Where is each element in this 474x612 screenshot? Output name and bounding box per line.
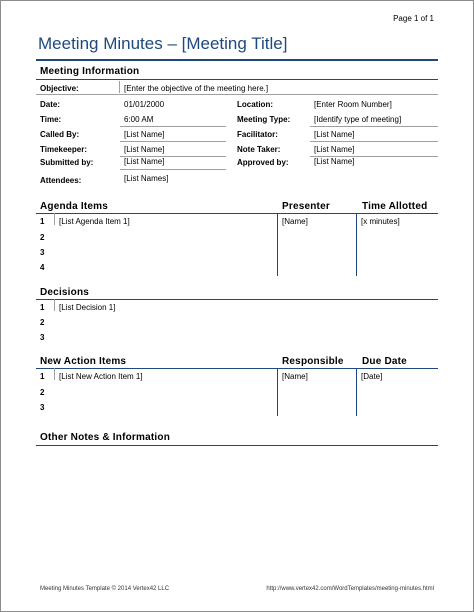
meeting-type-value[interactable]: [Identify type of meeting]	[314, 115, 402, 124]
decision-row-num: 1	[40, 303, 45, 312]
date-value[interactable]: 01/01/2000	[124, 100, 165, 109]
note-taker-divider	[310, 141, 438, 142]
agenda-row-num: 4	[40, 263, 45, 272]
approved-by-value[interactable]: [List Name]	[314, 157, 355, 166]
timekeeper-divider	[120, 141, 226, 142]
time-value[interactable]: 6:00 AM	[124, 115, 154, 124]
timekeeper-label: Timekeeper:	[40, 145, 87, 154]
action-row-num: 1	[40, 372, 45, 381]
decisions-rule	[36, 299, 438, 300]
submitted-by-value[interactable]: [List Name]	[124, 157, 165, 166]
action-row-num: 2	[40, 388, 45, 397]
footer-url[interactable]: http://www.vertex42.com/WordTemplates/meeting-minutes.html	[266, 586, 434, 592]
objective-value[interactable]: [Enter the objective of the meeting here.]	[124, 84, 269, 93]
decision-item[interactable]: [List Decision 1]	[59, 303, 116, 312]
agenda-row-num: 2	[40, 233, 45, 242]
agenda-col-divider-2	[356, 213, 357, 276]
time-allotted-header: Time Allotted	[362, 201, 428, 212]
actions-heading: New Action Items	[40, 356, 127, 367]
notes-heading: Other Notes & Information	[40, 432, 171, 443]
action-row-num: 3	[40, 403, 45, 412]
date-label: Date:	[40, 100, 61, 109]
facilitator-value[interactable]: [List Name]	[314, 130, 355, 139]
responsible-header: Responsible	[282, 356, 344, 367]
objective-label: Objective:	[40, 84, 79, 93]
agenda-item[interactable]: [List Agenda Item 1]	[59, 217, 130, 226]
note-taker-label: Note Taker:	[237, 145, 281, 154]
notes-rule	[36, 445, 438, 446]
document-title[interactable]: Meeting Minutes – [Meeting Title]	[38, 34, 288, 53]
page-number: Page 1 of 1	[393, 14, 434, 23]
decision-row-num: 3	[40, 333, 45, 342]
objective-rule	[36, 94, 438, 95]
approved-by-label: Approved by:	[237, 158, 289, 167]
attendees-divider	[120, 169, 226, 170]
submitted-by-label: Submitted by:	[40, 158, 94, 167]
agenda-row-num: 3	[40, 248, 45, 257]
due-date-header: Due Date	[362, 356, 407, 367]
decisions-num-divider	[54, 299, 55, 311]
attendees-label: Attendees:	[40, 176, 82, 185]
action-item[interactable]: [List New Action Item 1]	[59, 372, 143, 381]
title-underline	[36, 59, 438, 61]
agenda-heading: Agenda Items	[40, 201, 108, 212]
actions-col-divider-1	[277, 368, 278, 416]
agenda-num-divider	[54, 213, 55, 225]
actions-num-divider	[54, 368, 55, 380]
called-by-divider	[120, 126, 226, 127]
actions-rule	[36, 368, 438, 369]
time-label: Time:	[40, 115, 62, 124]
note-taker-value[interactable]: [List Name]	[314, 145, 355, 154]
decision-row-num: 2	[40, 318, 45, 327]
objective-divider	[119, 81, 120, 93]
presenter-header: Presenter	[282, 201, 330, 212]
location-value[interactable]: [Enter Room Number]	[314, 100, 392, 109]
attendees-value[interactable]: [List Names]	[124, 174, 169, 183]
decisions-heading: Decisions	[40, 287, 90, 298]
agenda-presenter[interactable]: [Name]	[282, 217, 308, 226]
agenda-row-num: 1	[40, 217, 45, 226]
called-by-value[interactable]: [List Name]	[124, 130, 165, 139]
location-label: Location:	[237, 100, 273, 109]
agenda-col-divider-1	[277, 213, 278, 276]
action-responsible[interactable]: [Name]	[282, 372, 308, 381]
action-due-date[interactable]: [Date]	[361, 372, 383, 381]
footer-copyright: Meeting Minutes Template © 2014 Vertex42 LLC	[40, 586, 170, 592]
timekeeper-value[interactable]: [List Name]	[124, 145, 165, 154]
facilitator-label: Facilitator:	[237, 130, 278, 139]
meeting-info-rule	[36, 79, 438, 80]
agenda-rule	[36, 213, 438, 214]
actions-col-divider-2	[356, 368, 357, 416]
meeting-info-heading: Meeting Information	[40, 66, 140, 77]
facilitator-divider	[310, 126, 438, 127]
meeting-type-label: Meeting Type:	[237, 115, 291, 124]
agenda-time[interactable]: [x minutes]	[361, 217, 400, 226]
called-by-label: Called By:	[40, 130, 80, 139]
